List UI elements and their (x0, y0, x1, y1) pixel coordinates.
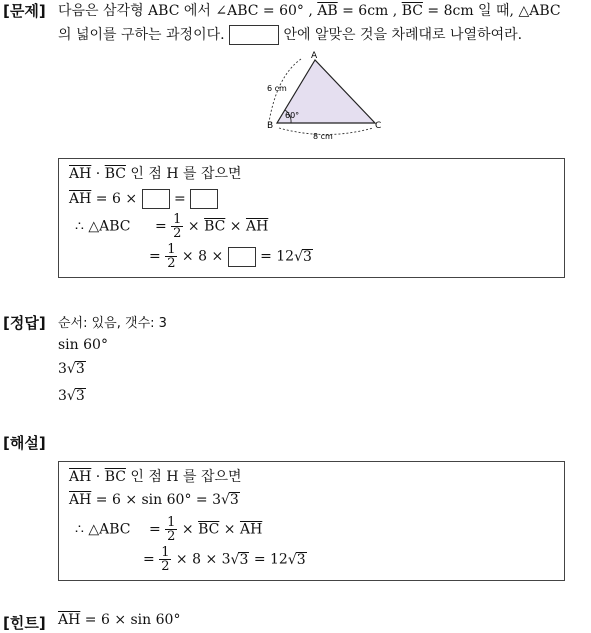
segment-bc: $\overline{BC}$ (204, 218, 226, 235)
intro-text: 인 점 H 를 잡으면 (125, 166, 242, 182)
bc-value: = 8cm 일 때, △ABC (422, 3, 561, 19)
work-box (58, 158, 565, 278)
answer-3: 3√3 (58, 388, 85, 404)
problem-text: 다음은 삼각형 ABC 에서 ∠ABC = 60° , (58, 3, 318, 19)
blank-2 (190, 189, 218, 209)
segment-ah: $\overline{AH}$ (69, 191, 92, 207)
equals: = (169, 191, 191, 207)
work-line-2 (69, 189, 218, 209)
times: × (183, 218, 205, 235)
triangle-figure (255, 48, 390, 143)
segment-ab: $\overline{AB}$ (317, 3, 338, 19)
work-line-1 (69, 163, 242, 183)
side-bc-label: 8 cm (313, 132, 333, 141)
answer-blank-box (229, 25, 279, 45)
solution-line-2: $\overline{AH} = 6 \times \sin 60^\circ = 3√3$ (69, 492, 239, 508)
ab-value: = 6cm , (337, 3, 402, 19)
fraction-half: $\frac{1}{2}$ (167, 242, 176, 271)
blank-3 (228, 247, 256, 267)
segment-bc: $\overline{BC}$ (401, 3, 423, 19)
segment-bc: $\overline{BC}$ (104, 166, 126, 182)
hint-text: $\overline{AH} = 6 \times \sin 60^\circ$ (58, 612, 181, 628)
answer-meta: 순서: 있음, 갯수: 3 (58, 316, 167, 331)
side-ab-label: 6 cm (267, 84, 287, 93)
solution-line-3: ∴ △ABC = $\frac{1}{2}$ × $\overline{BC} \times \overline{AH}$ (75, 515, 263, 544)
problem-tag: [문제] (3, 2, 46, 20)
segment-ah: $\overline{AH}$ (245, 218, 269, 235)
answer-2: 3√3 (58, 361, 85, 377)
problem-line-1 (58, 0, 561, 20)
times-eight: × 8 × (177, 248, 228, 265)
sqrt-3: 3 (303, 248, 312, 265)
angle-b-label: 60° (285, 111, 300, 120)
result: = 12 (255, 248, 295, 265)
eq-six-times: = 6 × (91, 191, 142, 207)
therefore-abc: ∴ △ABC (75, 218, 131, 235)
vertex-c: C (375, 121, 382, 131)
problem-text-3: 안에 알맞은 것을 차례대로 나열하여라. (279, 27, 523, 43)
times: × (225, 218, 246, 235)
equals: = (150, 218, 172, 235)
vertex-a: A (311, 51, 318, 61)
hint-tag: [힌트] (3, 614, 46, 632)
work-line-3 (75, 213, 268, 240)
problem-text-2: 의 넓이를 구하는 과정이다. (58, 27, 230, 43)
problem-line-2 (58, 24, 522, 45)
work-line-4: = $\frac{1}{2}$ × 8 × = 12√3 (149, 242, 312, 271)
solution-line-1: $\overline{AH} \cdot \overline{BC}$ 인 점 H 를 잡으면 (69, 469, 242, 485)
answer-1: sin 60° (58, 337, 108, 353)
solution-line-4: = $\frac{1}{2}$ × 8 × 3√3 = 12√3 (143, 545, 306, 574)
dot-operator: · (91, 166, 105, 182)
equals: = (149, 248, 166, 265)
segment-ah: $\overline{AH}$ (69, 166, 92, 182)
solution-tag: [해설] (3, 434, 46, 452)
vertex-b: B (267, 121, 274, 131)
solution-box (58, 461, 565, 581)
answer-tag: [정답] (3, 314, 46, 332)
blank-1 (142, 189, 170, 209)
fraction-half: $\frac{1}{2}$ (173, 212, 182, 241)
